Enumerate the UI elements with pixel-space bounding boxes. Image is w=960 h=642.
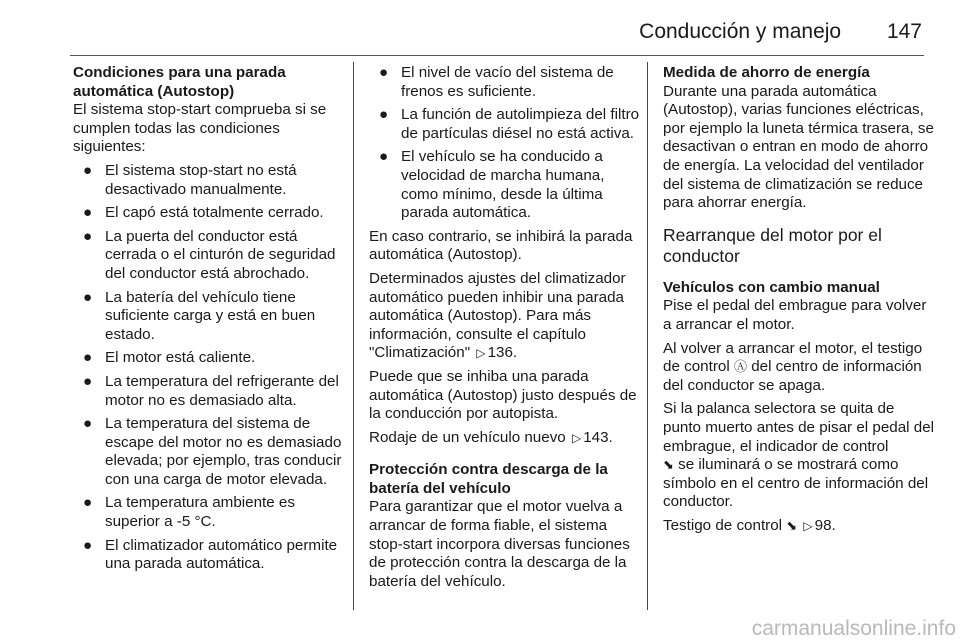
list-item: ● El climatizador automático permite una parada automática. xyxy=(83,536,338,573)
column-divider-2 xyxy=(647,62,648,610)
list-item: ● La temperatura ambiente es superior a -5 °C. xyxy=(83,494,295,531)
bullet-icon: ● xyxy=(83,227,93,245)
bullet-icon: ● xyxy=(379,148,389,166)
bullet-icon: ● xyxy=(83,288,93,306)
clutch-pedal-icon: ⬊ xyxy=(786,517,798,533)
list-item: ● La batería del vehículo tiene suficiente carga y está en buen estado. xyxy=(83,288,316,343)
column-divider-1 xyxy=(353,62,354,610)
autostop-conditions-intro: El sistema stop-start comprueba si se cumplen todas las condiciones siguientes: xyxy=(73,101,327,156)
autostop-inhibit-paragraph: En caso contrario, se inhibirá la parada automática (Autostop). xyxy=(369,227,633,264)
list-item: ● La temperatura del sistema de escape del motor no es demasiado elevada; por ejemplo, tras conducir con una carga de motor elevada. xyxy=(83,415,342,488)
list-item: ● La temperatura del refrigerante del motor no es demasiado alta. xyxy=(83,372,339,409)
page-number: 147 xyxy=(886,20,922,43)
list-item: ● El motor está caliente. xyxy=(83,349,256,367)
autostop-conditions-list xyxy=(73,162,345,574)
list-item: ● El vehículo se ha conducido a velocidad de marcha humana, como mínimo, desde la última parada automática. xyxy=(379,148,605,222)
list-item: ● El sistema stop-start no está desactivado manualmente. xyxy=(83,161,297,198)
chapter-title: Conducción y manejo xyxy=(639,20,842,43)
bullet-icon: ● xyxy=(83,494,93,512)
list-item: ● El nivel de vacío del sistema de frenos es suficiente. xyxy=(379,64,614,100)
page-reference-link[interactable]: 136. xyxy=(487,344,518,362)
column-2 xyxy=(369,64,641,596)
bullet-icon: ● xyxy=(379,106,389,124)
bullet-icon: ● xyxy=(83,161,93,179)
control-light-reference-paragraph: Testigo de control ⬊ ▷ 98. xyxy=(663,516,836,534)
column-1 xyxy=(73,64,345,579)
page-reference-icon: ▷ xyxy=(803,518,813,533)
list-item: ● El capó está totalmente cerrado. xyxy=(83,204,324,222)
selector-lever-paragraph: Si la palanca selectora se quita de punto muerto antes de pisar el pedal del embrague, el indicador de control ⬊ se iluminará o se mostrará como símbolo en el centro de información del conductor. xyxy=(663,400,935,511)
watermark: carmanualsonline.info xyxy=(751,617,956,640)
bullet-icon: ● xyxy=(379,64,389,81)
page-reference-icon: ▷ xyxy=(571,430,582,445)
driver-restart-section-title: Rearranque del motor por el conductor xyxy=(663,224,882,266)
climate-settings-paragraph: Determinados ajustes del climatizador automático pueden inhibir una parada automática (Autostop). Para más información, consulte el capítulo "Climatización" ▷ 136. xyxy=(369,269,626,362)
page-reference-icon: ▷ xyxy=(476,346,486,361)
list-item: ● La función de autolimpieza del filtro de partículas diésel no está activa. xyxy=(379,106,640,142)
clutch-pedal-icon: ⬊ xyxy=(663,457,674,473)
list-item: ● La puerta del conductor está cerrada o el cinturón de seguridad del conductor está abrochado. xyxy=(83,227,336,282)
break-in-paragraph: Rodaje de un vehículo nuevo ▷ 143. xyxy=(369,428,613,446)
autostop-conditions-heading: Condiciones para una parada automática (Autostop) xyxy=(73,64,286,100)
bullet-icon: ● xyxy=(83,204,93,222)
manual-transmission-heading: Vehículos con cambio manual xyxy=(663,278,880,296)
bullet-icon: ● xyxy=(83,349,93,367)
column-3 xyxy=(663,64,935,540)
clutch-paragraph: Pise el pedal del embrague para volver a arrancar el motor. xyxy=(663,297,927,333)
highway-paragraph: Puede que se inhiba una parada automática (Autostop) justo después de la conducción por autopista. xyxy=(369,367,637,423)
page-reference-link[interactable]: 143. xyxy=(583,428,613,446)
bullet-icon: ● xyxy=(83,372,93,390)
battery-protection-paragraph: Para garantizar que el motor vuelva a arrancar de forma fiable, el sistema stop-start incorpora diversas funciones de protección contra la descarga de la batería del vehículo. xyxy=(369,498,630,590)
bullet-icon: ● xyxy=(83,415,93,433)
autostop-indicator-icon: Ⓐ xyxy=(733,359,747,375)
battery-protection-heading: Protección contra descarga de la batería del vehículo xyxy=(369,461,608,497)
page-header xyxy=(639,20,922,44)
autostop-conditions-list-continued xyxy=(369,64,641,223)
energy-saving-paragraph: Durante una parada automática (Autostop), varias funciones eléctricas, por ejemplo la luneta térmica trasera, se desactivan o entran en modo de ahorro de energía. La velocidad del ventilador del sistema de climatización se reduce para ahorrar energía. xyxy=(663,82,934,212)
bullet-icon: ● xyxy=(83,536,93,554)
page-reference-link[interactable]: 98. xyxy=(814,516,836,534)
energy-saving-heading: Medida de ahorro de energía xyxy=(663,64,870,81)
control-light-paragraph: Al volver a arrancar el motor, el testigo de control Ⓐ del centro de información del conductor se apaga. xyxy=(663,339,923,394)
header-rule xyxy=(70,55,924,56)
